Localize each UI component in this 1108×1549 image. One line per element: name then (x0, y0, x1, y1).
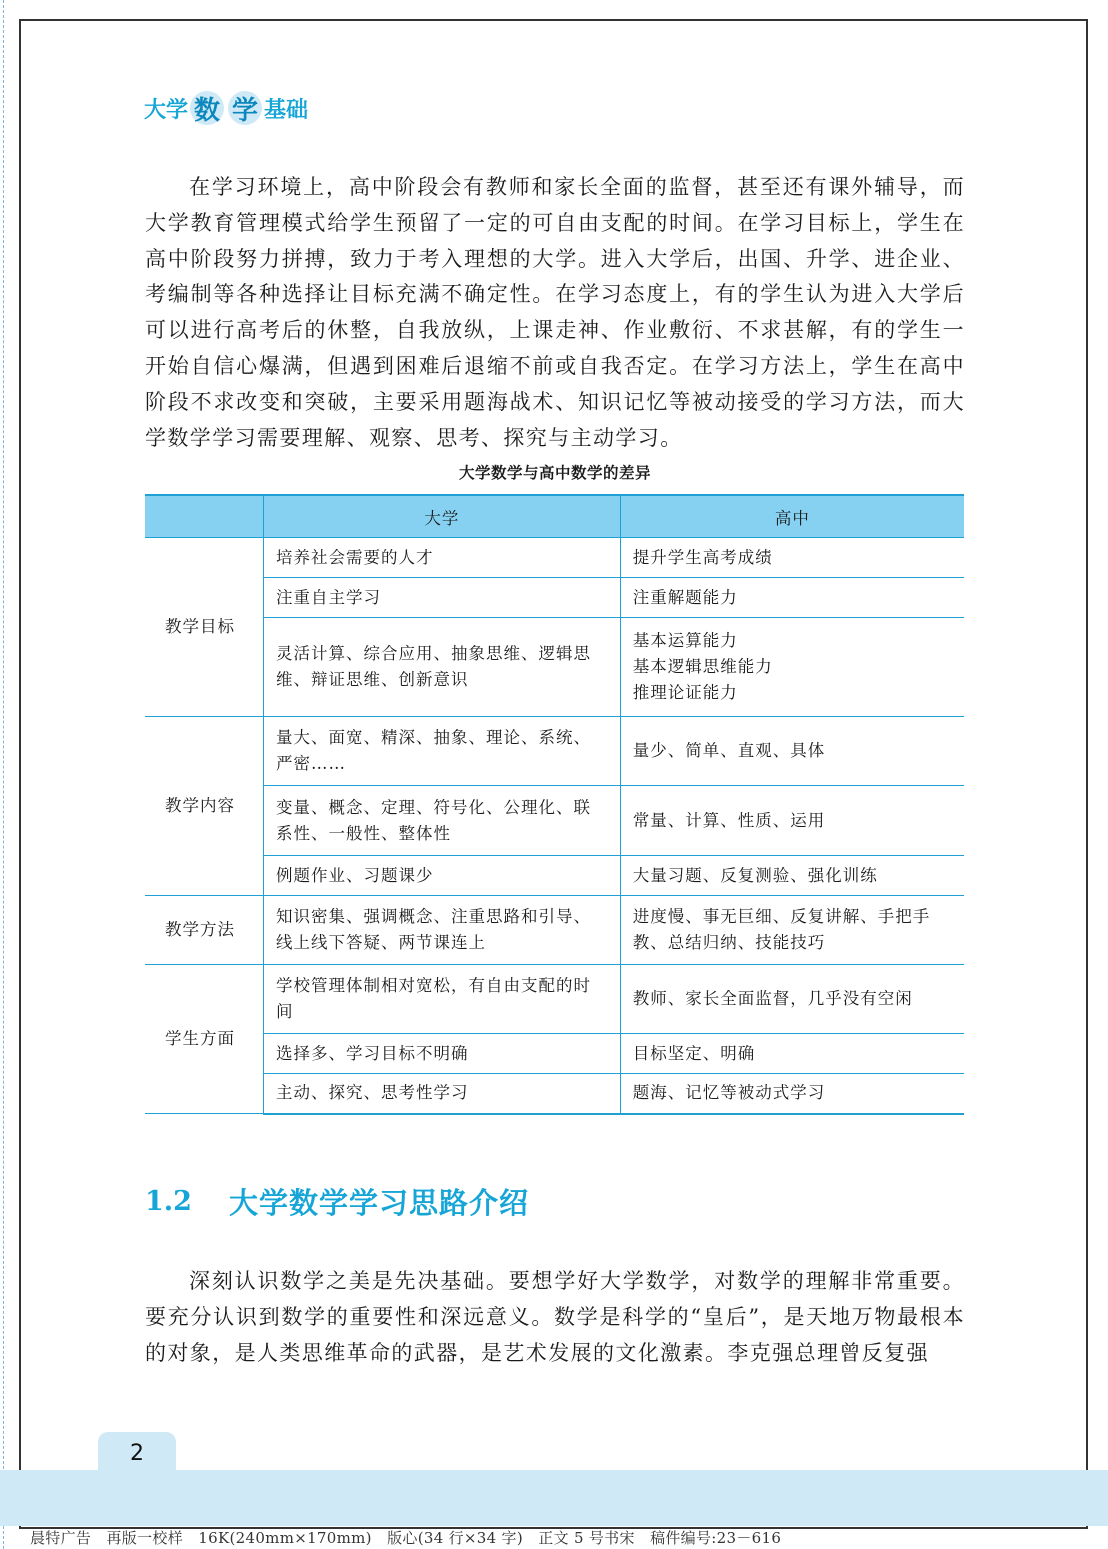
uni-cell: 培养社会需要的人才 (263, 538, 620, 578)
hs-cell (620, 1034, 964, 1074)
hs-cell (620, 618, 964, 717)
uni-cell: 选择多、学习目标不明确 (263, 1034, 620, 1074)
uni-cell: 主动、探究、思考性学习 (263, 1074, 620, 1114)
uni-cell: 灵活计算、综合应用、抽象思维、逻辑思维、辩证思维、创新意识 (263, 618, 620, 717)
footer-band (0, 1470, 1108, 1526)
section-number: 1.2 (145, 1185, 192, 1217)
print-slug: 晨特广告 再版一校样 16K(240mm×170mm) 版心(34 行×34 字) 正文 5 号书宋 稿件编号:23－616 (30, 1529, 782, 1547)
hs-line: 基本运算能力 (632, 631, 738, 650)
hs-line: 提升学生高考成绩 (632, 547, 773, 567)
hs-cell (620, 896, 964, 965)
hs-line: 题海、记忆等被动式学习 (632, 1083, 826, 1103)
hs-cell (620, 538, 964, 578)
hs-cell (620, 965, 964, 1034)
running-header (144, 88, 308, 128)
hs-cell (620, 856, 964, 896)
table-row (145, 538, 964, 578)
header-char: 大 (144, 97, 167, 123)
header-char: 学 (166, 97, 189, 123)
hs-line: 大量习题、反复测验、强化训练 (632, 865, 878, 885)
body-paragraph: 在学习环境上，高中阶段会有教师和家长全面的监督，甚至还有课外辅导，而大学教育管理模式给学生预留了一定的可自由支配的时间。在学习目标上，学生在高中阶段努力拼搏，致力于考入理想的大学。进入大学后，出国、升学、进企业、考编制等各种选择让目标充满不确定性。在学习态度上，有的学生认为进入大学后可以进行高考后的休整，自我放纵，上课走神、作业敷衍、不求甚解，有的学生一开始自信心爆满，但遇到困难后退缩不前或自我否定。在学习方法上，学生在高中阶段不求改变和突破，主要采用题海战术、知识记忆等被动接受的学习方法，而大学数学学习需要理解、观察、思考、探究与主动学习。 (145, 175, 965, 450)
table-row (145, 786, 964, 856)
table-row (145, 1074, 964, 1114)
category-cell: 教学目标 (145, 538, 263, 717)
uni-cell: 量大、面宽、精深、抽象、理论、系统、严密…… (263, 717, 620, 786)
hs-cell (620, 1074, 964, 1114)
page-number-tab (98, 1432, 176, 1474)
hs-cell (620, 717, 964, 786)
uni-cell: 学校管理体制相对宽松，有自由支配的时间 (263, 965, 620, 1034)
uni-cell: 知识密集、强调概念、注重思路和引导、线上线下答疑、两节课连上 (263, 896, 620, 965)
hs-line: 注重解题能力 (632, 587, 738, 607)
table-caption: 大学数学与高中数学的差异 (458, 464, 651, 482)
section-title: 大学数学学习思路介绍 (229, 1185, 530, 1220)
page-edge-guide (3, 0, 4, 1549)
uni-cell: 变量、概念、定理、符号化、公理化、联系性、一般性、整体性 (263, 786, 620, 856)
hs-line: 教师、家长全面监督，几乎没有空闲 (632, 989, 913, 1008)
table-row (145, 965, 964, 1034)
category-cell: 学生方面 (145, 965, 263, 1114)
category-cell: 教学方法 (145, 896, 263, 965)
hs-line: 目标坚定、明确 (632, 1043, 756, 1063)
table-row (145, 578, 964, 618)
header-char: 础 (286, 97, 309, 123)
comparison-table (145, 494, 964, 1115)
header-cell-university: 大学 (263, 495, 620, 538)
table-row (145, 856, 964, 896)
hs-line: 常量、计算、性质、运用 (632, 810, 826, 830)
category-cell: 教学内容 (145, 717, 263, 896)
header-cell-highschool: 高中 (620, 495, 964, 538)
section-paragraph: 深刻认识数学之美是先决基础。要想学好大学数学，对数学的理解非常重要。要充分认识到数学的重要性和深远意义。数学是科学的“皇后”，是天地万物最根本的对象，是人类思维革命的武器，是艺术发展的文化激素。李克强总理曾反复强 (145, 1269, 965, 1365)
hs-line: 基本逻辑思维能力 (632, 657, 773, 676)
page-number: 2 (130, 1440, 144, 1466)
hs-line: 推理论证能力 (632, 683, 738, 702)
uni-cell: 注重自主学习 (263, 578, 620, 618)
header-char-circled: 数 (190, 91, 224, 125)
hs-cell (620, 786, 964, 856)
header-char-circled: 学 (228, 91, 262, 125)
table-header-row (145, 495, 964, 538)
uni-cell: 例题作业、习题课少 (263, 856, 620, 896)
hs-line: 量少、简单、直观、具体 (632, 741, 826, 760)
table-row (145, 618, 964, 717)
table-row (145, 717, 964, 786)
header-char: 基 (264, 97, 287, 123)
header-cell-empty (145, 495, 263, 538)
hs-line: 进度慢、事无巨细、反复讲解、手把手教、总结归纳、技能技巧 (632, 907, 931, 952)
table-row (145, 896, 964, 965)
section-heading (145, 1178, 529, 1224)
table-row (145, 1034, 964, 1074)
hs-cell (620, 578, 964, 618)
